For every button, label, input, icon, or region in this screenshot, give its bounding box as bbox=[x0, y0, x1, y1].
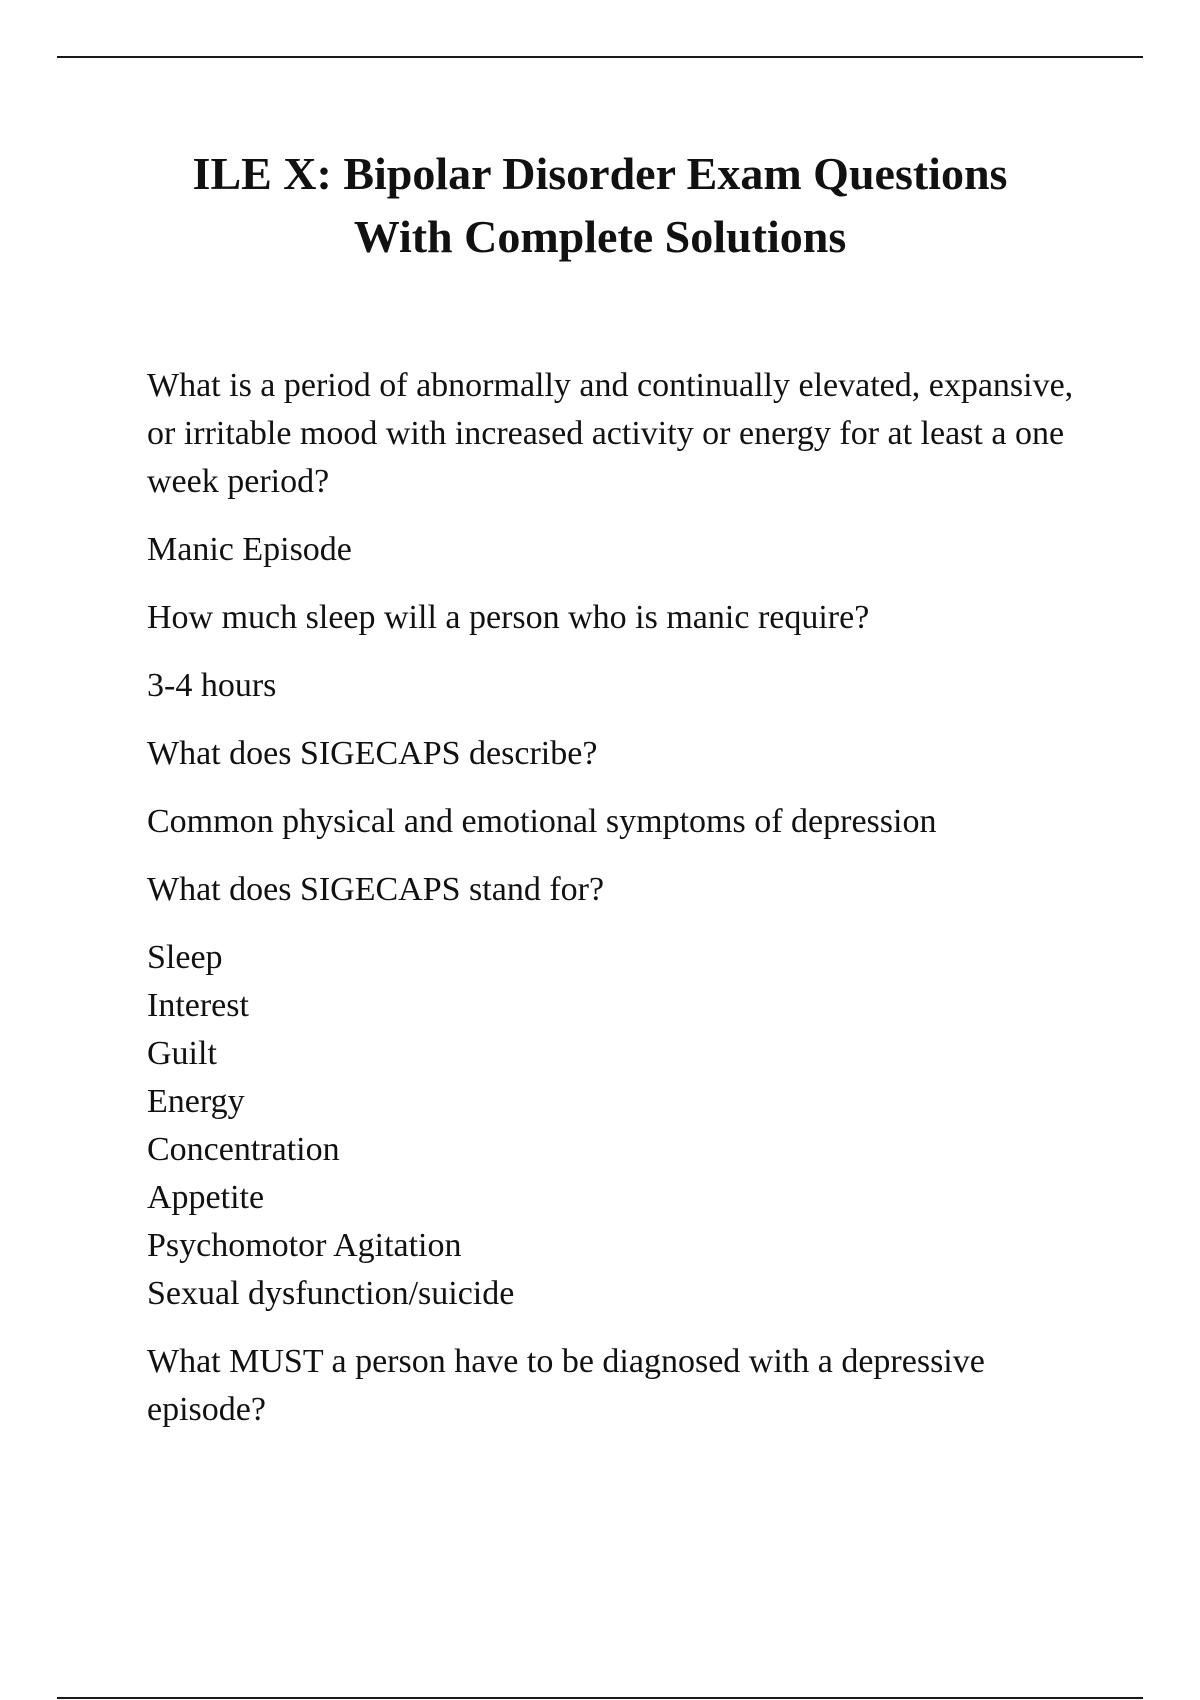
list-item: Psychomotor Agitation bbox=[147, 1227, 462, 1264]
question-4: What does SIGECAPS stand for? bbox=[147, 871, 605, 908]
list-item: Sleep bbox=[147, 939, 223, 976]
list-item: Sexual dysfunction/suicide bbox=[147, 1275, 515, 1312]
header-rule bbox=[57, 56, 1143, 58]
answer-4-list bbox=[147, 934, 1077, 1318]
question-1: What is a period of abnormally and continually elevated, expansive, or irritable mood with increased activity or energy for at least a one week period? bbox=[147, 367, 1074, 500]
title-line-2: With Complete Solutions bbox=[353, 211, 847, 262]
question-5: What MUST a person have to be diagnosed with a depressive episode? bbox=[147, 1343, 985, 1428]
list-item: Concentration bbox=[147, 1131, 340, 1168]
list-item: Energy bbox=[147, 1083, 245, 1120]
answer-3: Common physical and emotional symptoms of depression bbox=[147, 803, 937, 840]
qa-content bbox=[147, 362, 1077, 1454]
document-title bbox=[100, 142, 1100, 268]
footer-rule bbox=[57, 1697, 1143, 1699]
title-line-1: ILE X: Bipolar Disorder Exam Questions bbox=[192, 148, 1008, 199]
list-item: Interest bbox=[147, 987, 249, 1024]
question-3: What does SIGECAPS describe? bbox=[147, 735, 598, 772]
answer-2: 3-4 hours bbox=[147, 667, 277, 704]
list-item: Appetite bbox=[147, 1179, 265, 1216]
question-2: How much sleep will a person who is manic require? bbox=[147, 599, 870, 636]
answer-1: Manic Episode bbox=[147, 531, 352, 568]
list-item: Guilt bbox=[147, 1035, 217, 1072]
